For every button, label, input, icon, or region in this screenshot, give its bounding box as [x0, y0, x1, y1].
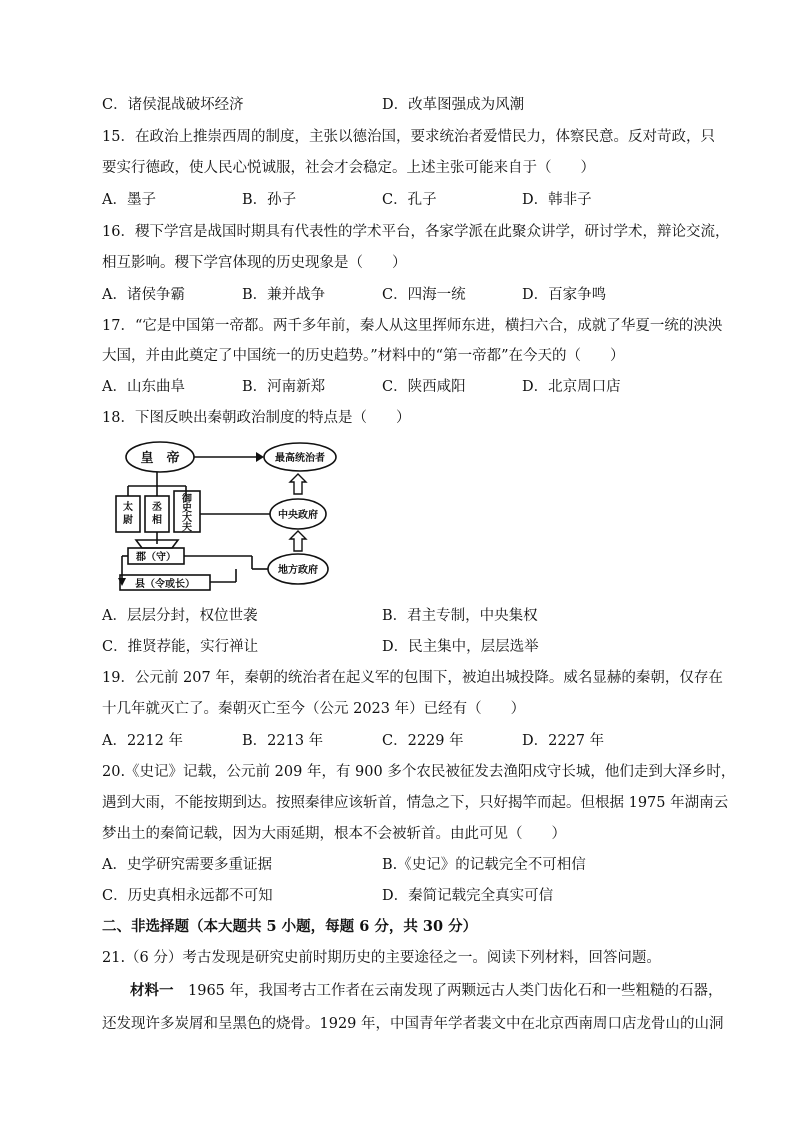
chengxiang-label: 丞相	[152, 502, 162, 526]
emperor-label: 皇 帝	[140, 451, 180, 466]
q19-stem-line2: 十几年就灭亡了。秦朝灭亡至今（公元 2023 年）已经有（ ）	[102, 701, 526, 717]
q19-option-a: A．2212 年	[102, 733, 183, 749]
material-one-label: 材料一	[130, 982, 174, 999]
section-two-heading: 二、非选择题（本大题共 5 小题，每题 6 分，共 30 分）	[102, 918, 478, 935]
xian-label: 县（令或长）	[135, 579, 195, 590]
qin-political-system-diagram	[112, 436, 354, 598]
q15-option-c: C．孔子	[382, 192, 437, 208]
q20-stem-line1: 20.《史记》记载，公元前 209 年，有 900 多个农民被征发去渔阳戍守长城，他们走到大泽乡时，	[102, 764, 736, 780]
q15-stem-line1: 15．在政治上推崇西周的制度，主张以德治国，要求统治者爱惜民力，体察民意。反对苛政，只	[102, 129, 715, 145]
arrow-to-supreme	[256, 452, 264, 462]
yushi-label: 御史大夫	[182, 494, 192, 534]
q17-stem-line2: 大国，并由此奠定了中国统一的历史趋势。”材料中的“第一帝都”在今天的（ ）	[102, 348, 625, 364]
q18-option-a: A．层层分封，权位世袭	[102, 608, 258, 624]
q14-option-c: C．诸侯混战破坏经济	[102, 97, 244, 113]
q21-stem: 21.（6 分）考古发现是研究史前时期历史的主要途径之一。阅读下列材料，回答问题。	[102, 950, 661, 966]
q20-option-c: C．历史真相永远都不可知	[102, 888, 273, 904]
q16-stem-line2: 相互影响。稷下学宫体现的历史现象是（ ）	[102, 255, 407, 271]
jun-label: 郡（守）	[136, 552, 176, 563]
q20-stem-line3: 梦出土的秦简记载，因为大雨延期，根本不会被斩首。由此可见（ ）	[102, 826, 566, 842]
q17-option-c: C．陕西咸阳	[382, 379, 466, 395]
q19-option-c: C．2229 年	[382, 733, 464, 749]
q15-option-b: B．孙子	[242, 192, 297, 208]
material-one-text: 1965 年，我国考古工作者在云南发现了两颗远古人类门齿化石和一些粗糙的石器，	[173, 983, 723, 999]
q16-stem-line1: 16．稷下学宫是战国时期具有代表性的学术平台，各家学派在此聚众讲学，研讨学术，辩论交流，	[102, 224, 730, 240]
supreme-ruler-label: 最高统治者	[275, 453, 325, 464]
q20-stem-line2: 遇到大雨，不能按期到达。按照秦律应该斩首，情急之下，只好揭竿而起。但根据 1975 年湖南云	[102, 795, 729, 811]
local-gov-label: 地方政府	[278, 565, 318, 576]
taiwei-label: 太尉	[123, 502, 133, 526]
q16-option-c: C．四海一统	[382, 287, 466, 303]
q16-option-a: A．诸侯争霸	[102, 287, 185, 303]
central-gov-label: 中央政府	[278, 510, 318, 521]
q19-option-d: D．2227 年	[522, 733, 605, 749]
material-one-line2: 还发现许多炭屑和呈黑色的烧骨。1929 年，中国青年学者裴文中在北京西南周口店龙骨山的山洞	[102, 1016, 724, 1032]
q16-option-b: B．兼并战争	[242, 287, 326, 303]
q17-option-a: A．山东曲阜	[102, 379, 185, 395]
arrow-to-xian	[118, 578, 126, 586]
q20-option-a: A．史学研究需要多重证据	[102, 857, 272, 873]
up-arrow-local-to-central	[290, 531, 306, 551]
q17-stem-line1: 17．“它是中国第一帝都。两千多年前，秦人从这里挥师东进，横扫六合，成就了华夏一统的泱泱	[102, 318, 723, 334]
q20-option-b: B.《史记》的记载完全不可相信	[382, 857, 586, 873]
q19-option-b: B．2213 年	[242, 733, 324, 749]
q17-option-b: B．河南新郑	[242, 379, 326, 395]
q18-stem: 18．下图反映出秦朝政治制度的特点是（ ）	[102, 410, 411, 426]
q20-option-d: D．秦简记载完全真实可信	[382, 888, 554, 904]
q15-stem-line2: 要实行德政，使人民心悦诚服，社会才会稳定。上述主张可能来自于（ ）	[102, 160, 595, 176]
q15-option-d: D．韩非子	[522, 192, 592, 208]
up-arrow-central-to-supreme	[290, 474, 306, 494]
q16-option-d: D．百家争鸣	[522, 287, 607, 303]
q18-option-c: C．推贤荐能，实行禅让	[102, 639, 259, 655]
q19-stem-line1: 19．公元前 207 年，秦朝的统治者在起义军的包围下，被迫出城投降。威名显赫的秦朝，仅存在	[102, 670, 723, 686]
q18-option-b: B．君主专制，中央集权	[382, 608, 538, 624]
q18-option-d: D．民主集中，层层选举	[382, 639, 539, 655]
q15-option-a: A．墨子	[102, 192, 156, 208]
q14-option-d: D．改革图强成为风潮	[382, 97, 525, 113]
material-one-line1	[130, 981, 723, 1001]
q17-option-d: D．北京周口店	[522, 379, 621, 395]
